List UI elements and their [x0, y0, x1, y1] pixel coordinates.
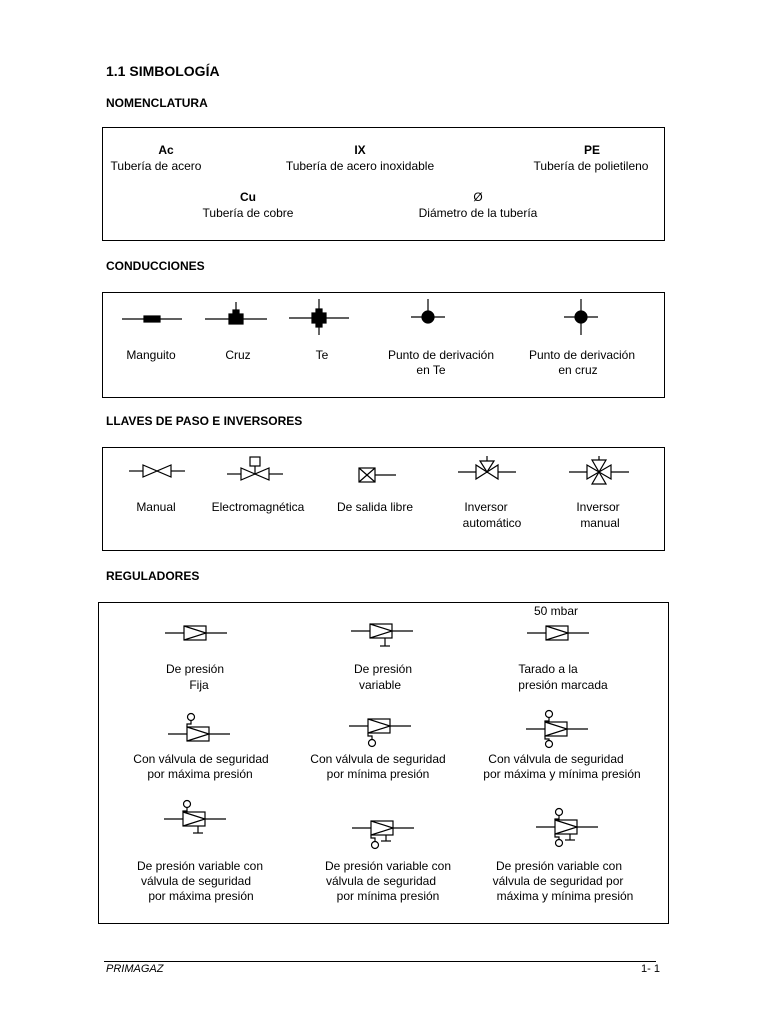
reg-5-l2: por mínima presión: [326, 767, 430, 781]
regulador-seg-max-symbol: [168, 713, 230, 743]
punto-te-label-2: en Te: [416, 363, 446, 377]
electromagnetic-valve-symbol: [227, 456, 283, 482]
regulador-tarado-symbol: [527, 625, 589, 641]
regulador-fija-symbol: [165, 625, 227, 641]
page-number: 1- 1: [641, 963, 660, 975]
reg-2-l2: variable: [358, 678, 402, 692]
pressure-note: 50 mbar: [533, 604, 579, 618]
regulador-seg-maxmin-symbol: [526, 710, 588, 748]
cruz-label: Cruz: [225, 348, 251, 362]
reg-3-l2: presión marcada: [518, 678, 608, 692]
manguito-label: Manguito: [126, 348, 176, 362]
desc-pe: Tubería de polietileno: [533, 159, 649, 173]
inversor-manual-label: Inversor: [576, 500, 620, 514]
punto-cruz-label-2: en cruz: [558, 363, 598, 377]
reguladores-heading: REGULADORES: [106, 569, 200, 583]
inversor-manual-symbol: [569, 456, 629, 492]
punto-cruz-symbol: [564, 299, 598, 335]
reg-8-l1: De presión variable con: [324, 859, 452, 873]
reg-6-l1: Con válvula de seguridad: [488, 752, 624, 766]
desc-diameter: Diámetro de la tubería: [418, 206, 538, 220]
reg-6-l2: por máxima y mínima presión: [483, 767, 641, 781]
code-pe: PE: [583, 143, 600, 157]
code-ix: IX: [354, 143, 366, 157]
reg-8-l2: válvula de seguridad: [325, 874, 437, 888]
manguito-symbol: [122, 308, 182, 330]
reg-7-l2: válvula de seguridad: [140, 874, 252, 888]
punto-cruz-label: Punto de derivación: [528, 348, 636, 362]
inversor-auto-label-2: automático: [462, 516, 522, 530]
desc-ac: Tubería de acero: [110, 159, 202, 173]
regulador-var-seg-max-symbol: [164, 800, 226, 836]
reg-1-l1: De presión: [165, 662, 225, 676]
regulador-var-seg-maxmin-symbol: [536, 808, 598, 848]
reg-1-l2: Fija: [189, 678, 209, 692]
desc-ix: Tubería de acero inoxidable: [285, 159, 435, 173]
footer-brand: PRIMAGAZ: [106, 963, 164, 975]
code-cu: Cu: [240, 190, 256, 204]
te-label: Te: [315, 348, 329, 362]
reg-9-l1: De presión variable con: [495, 859, 623, 873]
reg-8-l3: por mínima presión: [336, 889, 440, 903]
code-diameter: Ø: [473, 190, 483, 204]
regulador-var-seg-min-symbol: [352, 820, 414, 850]
regulador-variable-symbol: [351, 623, 413, 649]
punto-te-label: Punto de derivación: [387, 348, 495, 362]
inversor-auto-label: Inversor: [464, 500, 508, 514]
salida-libre-label: De salida libre: [336, 500, 414, 514]
reg-7-l3: por máxima presión: [148, 889, 254, 903]
nomenclatura-heading: NOMENCLATURA: [106, 96, 208, 110]
desc-cu: Tubería de cobre: [202, 206, 294, 220]
inversor-automatico-symbol: [458, 456, 516, 484]
regulador-seg-min-symbol: [349, 718, 411, 748]
reg-5-l1: Con válvula de seguridad: [310, 752, 446, 766]
reg-9-l2: válvula de seguridad por: [492, 874, 624, 888]
manual-label: Manual: [136, 500, 176, 514]
page-title: 1.1 SIMBOLOGÍA: [106, 63, 220, 79]
manual-valve-symbol: [129, 464, 185, 478]
reg-7-l1: De presión variable con: [136, 859, 264, 873]
conducciones-heading: CONDUCCIONES: [106, 259, 205, 273]
reg-4-l1: Con válvula de seguridad: [133, 752, 269, 766]
reg-2-l1: De presión: [353, 662, 413, 676]
reg-9-l3: máxima y mínima presión: [496, 889, 634, 903]
te-symbol: [289, 299, 349, 335]
cruz-symbol: [205, 300, 267, 330]
footer-rule: [104, 961, 656, 962]
salida-libre-symbol: [358, 467, 396, 483]
inversor-manual-label-2: manual: [580, 516, 620, 530]
llaves-heading: LLAVES DE PASO E INVERSORES: [106, 414, 303, 428]
punto-te-symbol: [411, 299, 445, 329]
reg-4-l2: por máxima presión: [147, 767, 253, 781]
code-ac: Ac: [158, 143, 174, 157]
electromagnetica-label: Electromagnética: [211, 500, 305, 514]
reg-3-l1: Tarado a la: [518, 662, 578, 676]
